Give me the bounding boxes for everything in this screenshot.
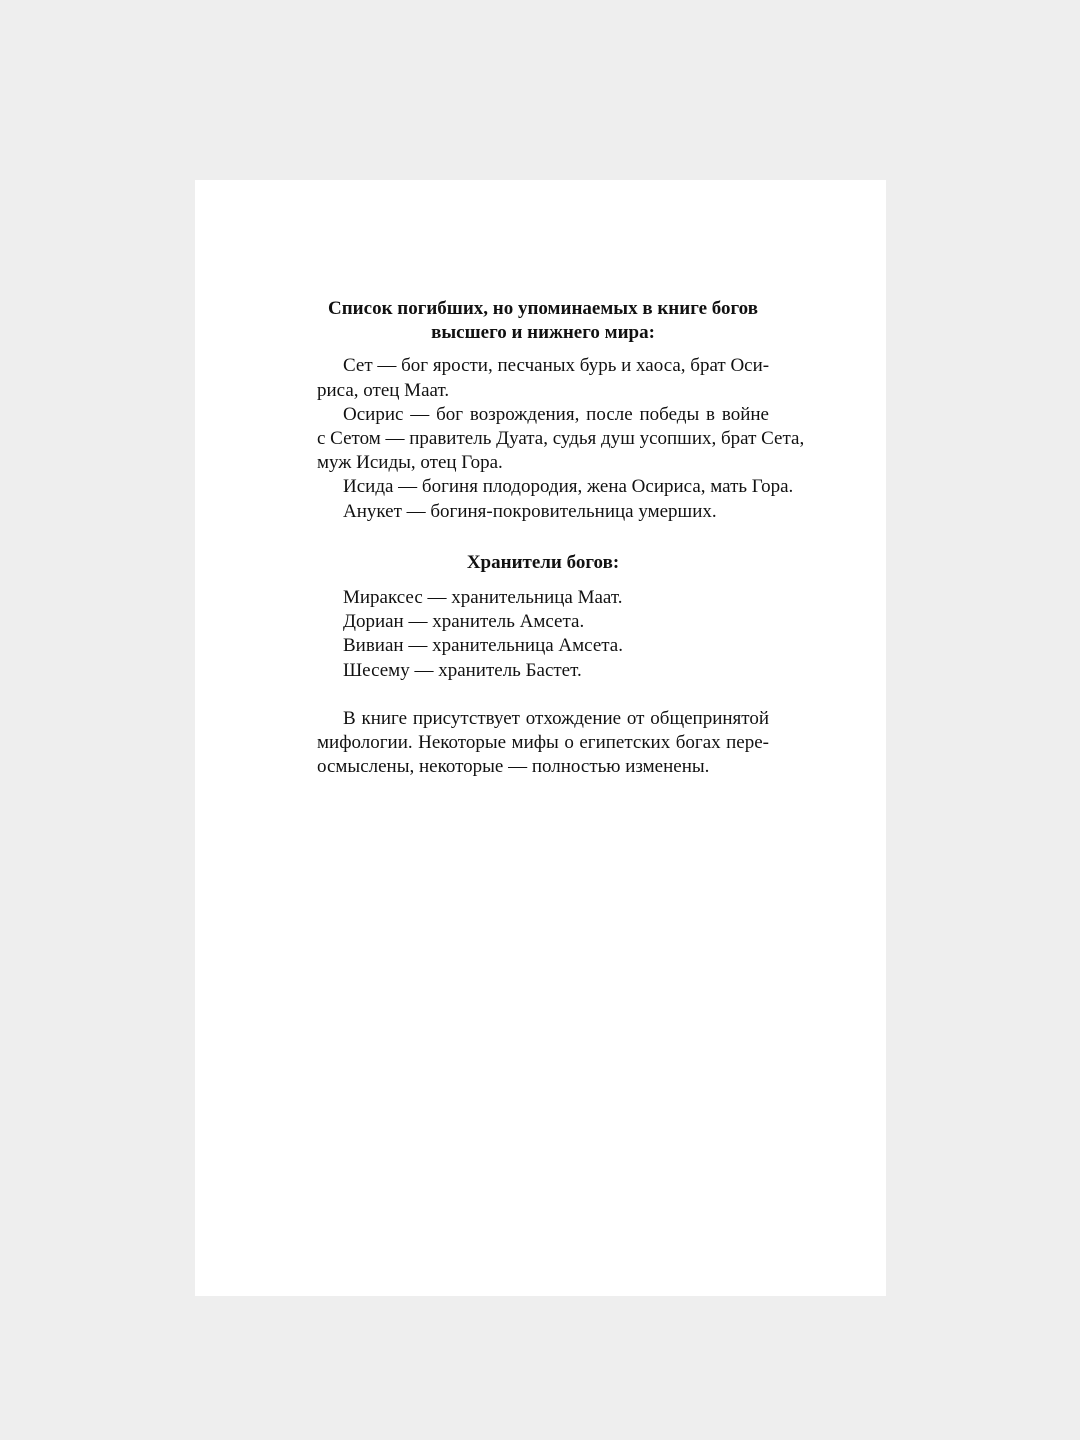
list-item: Шесему — хранитель Бастет. xyxy=(343,659,582,681)
section-title-line: высшего и нижнего мира: xyxy=(431,322,655,344)
list-item: Дориан — хранитель Амсета. xyxy=(343,611,585,633)
section-title-deceased-gods xyxy=(317,297,769,345)
list-item: Мираксес — хранительница Маат. xyxy=(343,587,623,609)
page-content xyxy=(317,297,805,779)
deceased-gods-list xyxy=(317,354,805,523)
text-line: В книге присутствует отхождение от общепринятой xyxy=(343,707,769,729)
text-line: риса, отец Маат. xyxy=(317,379,450,401)
section-title-guardians xyxy=(317,551,769,575)
book-page xyxy=(195,180,886,1296)
text-line: Сет — бог ярости, песчаных бурь и хаоса, брат Оси- xyxy=(343,355,770,377)
text-line: с Сетом — правитель Дуата, судья душ усопших, брат Сета, xyxy=(317,428,805,450)
list-item: Вивиан — хранительница Амсета. xyxy=(343,635,623,657)
text-line: мифологии. Некоторые мифы о египетских богах пере- xyxy=(317,732,769,754)
text-line: осмыслены, некоторые — полностью изменены. xyxy=(317,756,710,778)
section-title-line: Хранители богов: xyxy=(466,551,620,573)
text-line: муж Исиды, отец Гора. xyxy=(317,452,503,474)
mythology-note xyxy=(317,707,769,780)
text-line: Анукет — богиня-покровительница умерших. xyxy=(343,500,717,522)
text-line: Исида — богиня плодородия, жена Осириса, мать Гора. xyxy=(343,476,794,498)
text-line: Осирис — бог возрождения, после победы в войне xyxy=(343,403,769,425)
section-title-line: Список погибших, но упоминаемых в книге богов xyxy=(328,298,758,319)
guardians-list xyxy=(317,586,769,683)
